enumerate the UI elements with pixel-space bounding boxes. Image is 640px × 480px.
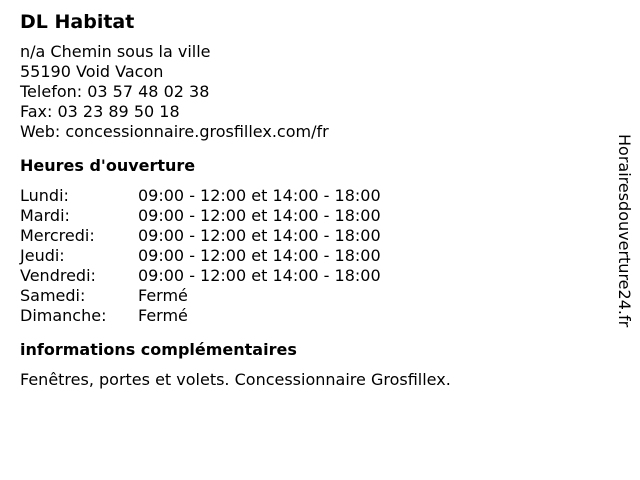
hours-time: Fermé [138, 306, 188, 325]
info-heading: informations complémentaires [20, 340, 297, 359]
hours-row-saturday [20, 286, 600, 306]
hours-day: Lundi: [20, 186, 69, 205]
watermark-text: Horairesdouverture24.fr [615, 134, 634, 328]
business-listing [20, 10, 600, 390]
hours-day: Jeudi: [20, 246, 65, 265]
fax-number: Fax: 03 23 89 50 18 [20, 102, 180, 121]
hours-time: 09:00 - 12:00 et 14:00 - 18:00 [138, 186, 381, 205]
hours-row-sunday [20, 306, 600, 326]
hours-time: 09:00 - 12:00 et 14:00 - 18:00 [138, 226, 381, 245]
hours-time: 09:00 - 12:00 et 14:00 - 18:00 [138, 246, 381, 265]
site-watermark [612, 134, 636, 344]
hours-time: Fermé [138, 286, 188, 305]
hours-row-friday [20, 266, 600, 286]
hours-day: Samedi: [20, 286, 86, 305]
hours-table [20, 186, 600, 326]
phone-number: Telefon: 03 57 48 02 38 [20, 82, 210, 101]
hours-time: 09:00 - 12:00 et 14:00 - 18:00 [138, 266, 381, 285]
hours-row-wednesday [20, 226, 600, 246]
address-line-1: n/a Chemin sous la ville [20, 42, 211, 61]
hours-day: Mercredi: [20, 226, 95, 245]
hours-day: Vendredi: [20, 266, 96, 285]
hours-row-thursday [20, 246, 600, 266]
business-name: DL Habitat [20, 11, 135, 33]
hours-heading: Heures d'ouverture [20, 156, 196, 175]
hours-row-tuesday [20, 206, 600, 226]
hours-time: 09:00 - 12:00 et 14:00 - 18:00 [138, 206, 381, 225]
hours-day: Dimanche: [20, 306, 107, 325]
address-line-2: 55190 Void Vacon [20, 62, 164, 81]
website: Web: concessionnaire.grosfillex.com/fr [20, 122, 329, 141]
hours-row-monday [20, 186, 600, 206]
info-text: Fenêtres, portes et volets. Concessionnaire Grosfillex. [20, 370, 451, 389]
hours-day: Mardi: [20, 206, 70, 225]
